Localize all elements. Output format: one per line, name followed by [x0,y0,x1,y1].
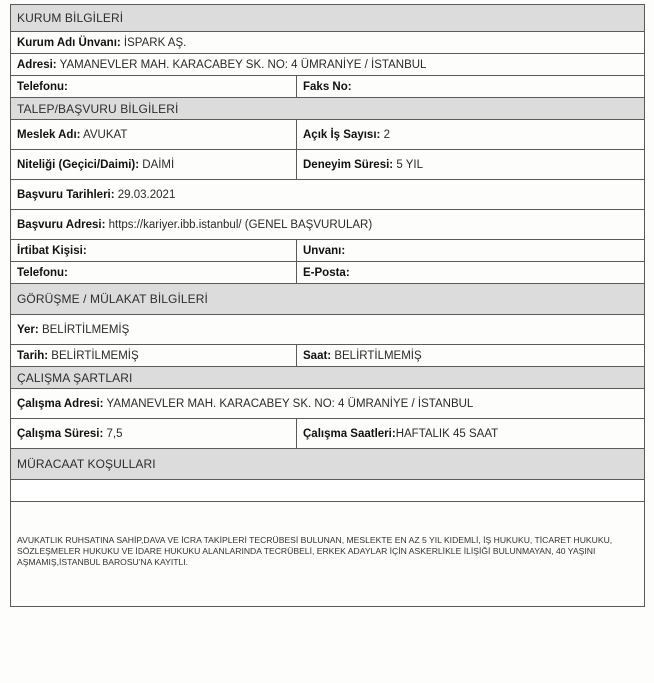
nitelik-label: Niteliği (Geçici/Daimi): [17,158,140,171]
calisma-adres-value: YAMANEVLER MAH. KARACABEY SK. NO: 4 ÜMRANİYE / İSTANBUL [106,397,474,410]
row-kurum-adi [11,32,645,54]
calisma-saatleri-label: Çalışma Saatleri: [303,427,396,440]
calisma-sure-label: Çalışma Süresi: [17,427,104,440]
basvuru-adres-label: Başvuru Adresi: [17,218,106,231]
gorusme-tarih-value: BELİRTİLMEMİŞ [51,349,139,362]
job-posting-form [10,4,645,607]
kurum-adi-value: İSPARK AŞ. [123,36,187,49]
kurum-adres-value: YAMANEVLER MAH. KARACABEY SK. NO: 4 ÜMRANİYE / İSTANBUL [59,58,427,71]
gorusme-tarih-label: Tarih: [17,349,49,362]
yer-label: Yer: [17,323,39,336]
yer-value: BELİRTİLMEMİŞ [41,323,130,336]
kurum-adres-label: Adresi: [17,58,57,71]
row-spacer [11,480,645,502]
section-header-talep [11,98,645,120]
row-talep-telefon [11,262,645,284]
kurum-adi-label: Kurum Adı Ünvanı: [17,36,121,49]
row-basvuru-tarih [11,180,645,210]
row-tarih-saat [11,345,645,367]
row-muracaat-text [11,502,645,607]
row-meslek [11,120,645,150]
calisma-sure-value: 7,5 [106,427,123,440]
muracaat-text: AVUKATLIK RUHSATINA SAHİP,DAVA VE İCRA TAKİPLERİ TECRÜBESİ BULUNAN, MESLEKTE EN AZ 5 YIL KIDEMLİ, İŞ HUKUKU, TİCARET HUKUKU, SÖZLEŞMELER HUKUKU VE İDARE HUKUKU ALANLARINDA TECRÜBELİ, ERKEK ADAYLAR İÇİN ASKERLİKLE İLİŞİĞİ BULUNMAYAN, 40 YAŞINI AŞMAMIŞ,İSTANBUL BAROSU'NA KAYITLI. [11,502,645,607]
acik-is-value: 2 [383,128,390,141]
kurum-faks-label: Faks No: [303,80,352,93]
saat-value: BELİRTİLMEMİŞ [334,349,422,362]
eposta-label: E-Posta: [303,266,350,279]
saat-label: Saat: [303,349,332,362]
basvuru-adres-value: https://kariyer.ibb.istanbul/ (GENEL BAŞVURULAR) [108,218,373,231]
acik-is-label: Açık İş Sayısı: [303,128,381,141]
row-calisma-adres [11,389,645,419]
talep-telefon-label: Telefonu: [17,266,68,279]
deneyim-value: 5 YIL [396,158,423,171]
row-nitelik [11,150,645,180]
meslek-label: Meslek Adı: [17,128,81,141]
deneyim-label: Deneyim Süresi: [303,158,394,171]
row-calisma-sure [11,419,645,449]
section-header-muracaat [11,449,645,480]
kurum-telefon-label: Telefonu: [17,80,68,93]
calisma-header: ÇALIŞMA ŞARTLARI [11,367,645,389]
row-yer [11,315,645,345]
section-header-kurum [11,5,645,32]
row-irtibat [11,240,645,262]
gorusme-header: GÖRÜŞME / MÜLAKAT BİLGİLERİ [11,284,645,315]
row-kurum-adres [11,54,645,76]
row-basvuru-adres [11,210,645,240]
unvan-label: Unvanı: [303,244,346,257]
talep-header: TALEP/BAŞVURU BİLGİLERİ [11,98,645,120]
calisma-adres-label: Çalışma Adresi: [17,397,104,410]
section-header-calisma [11,367,645,389]
basvuru-tarih-value: 29.03.2021 [117,188,176,201]
nitelik-value: DAİMİ [142,158,175,171]
row-kurum-telefon-faks [11,76,645,98]
basvuru-tarih-label: Başvuru Tarihleri: [17,188,115,201]
kurum-header: KURUM BİLGİLERİ [11,5,645,32]
meslek-value: AVUKAT [83,128,128,141]
muracaat-header: MÜRACAAT KOŞULLARI [11,449,645,480]
calisma-saatleri-value: HAFTALIK 45 SAAT [395,427,499,440]
irtibat-label: İrtibat Kişisi: [17,244,87,257]
section-header-gorusme [11,284,645,315]
